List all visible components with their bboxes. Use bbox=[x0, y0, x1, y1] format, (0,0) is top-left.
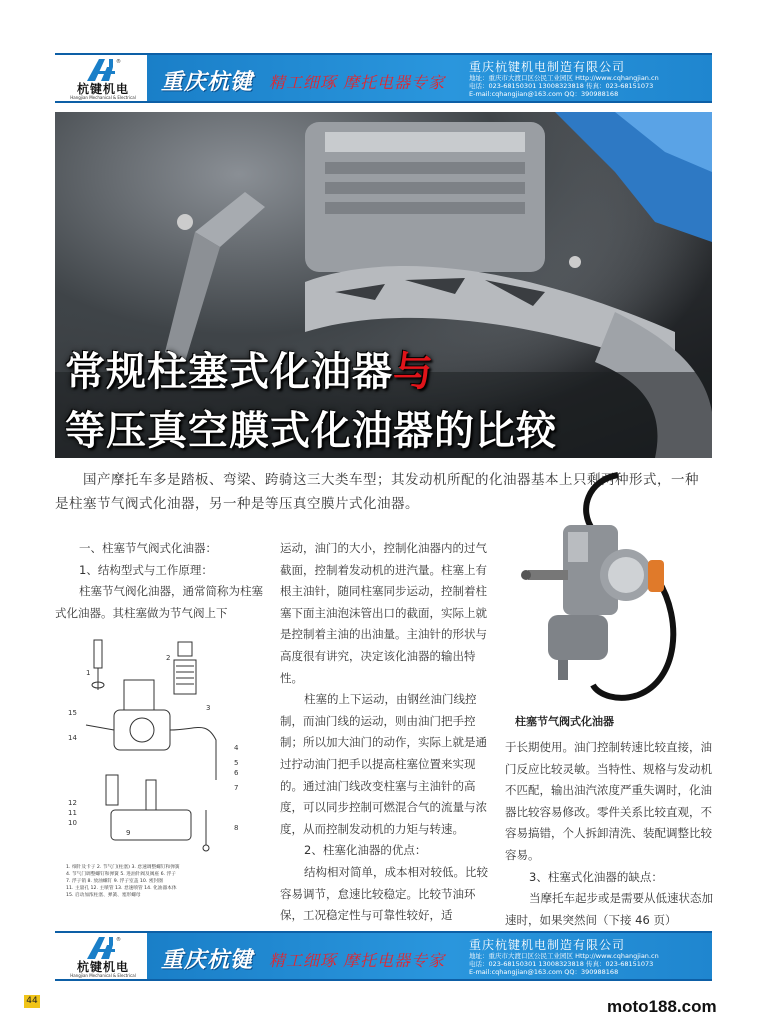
legend-line: 4. 节气门调整螺钉和弹簧 5. 进油针阀及阀座 6. 浮子 bbox=[66, 872, 176, 877]
diagram-legend bbox=[66, 864, 245, 899]
column-2 bbox=[280, 538, 495, 927]
legend-line: 11. 主量孔 12. 主喷管 13. 怠速喷管 14. 化油器本体 bbox=[66, 886, 177, 891]
legend-line: 7. 浮子销 8. 放油螺钉 9. 浮子室盖 10. 密封圈 bbox=[66, 879, 163, 884]
svg-text:14: 14 bbox=[68, 734, 77, 742]
svg-text:®: ® bbox=[116, 937, 121, 943]
body-paragraph: 柱塞节气阀化油器，通常简称为柱塞式化油器。其柱塞做为节气阀上下 bbox=[55, 584, 263, 620]
body-paragraph: 于长期使用。油门控制转速比较直接，油门反应比较灵敏。当特性、规格与发动机不匹配，输出油汽浓度严重失调时，化油器比较容易修改。零件关系比较直观，不容易搞错，个人拆卸清洗、装配调整比较容易。 bbox=[505, 740, 712, 862]
company-contact bbox=[469, 74, 709, 98]
company-name: 重庆杭键机电制造有限公司 bbox=[469, 938, 626, 952]
contact-email: E-mail:cqhangjian@163.com QQ：390988168 bbox=[469, 90, 619, 98]
header-banner bbox=[55, 53, 712, 103]
contact-address: 地址：重庆市大渡口区公民工业园区 Http://www.cqhangjian.cn bbox=[469, 952, 659, 960]
brand-name: 重庆杭键 bbox=[161, 70, 254, 95]
company-logo-icon bbox=[83, 935, 123, 961]
svg-text:2: 2 bbox=[166, 654, 171, 662]
svg-text:8: 8 bbox=[234, 824, 239, 832]
logo-name: 杭键机电 bbox=[76, 960, 129, 974]
body-paragraph: 运动，油门的大小，控制化油器内的过气截面，控制着发动机的进汽量。柱塞上有根主油针，随同柱塞同步运动，控制着柱塞下面主油泡沫管出口的截面，实际上就是控制着主油的出油量。主油针的形状与高度很有讲究，决定该化油器的输出特性。 bbox=[280, 541, 487, 685]
svg-text:5: 5 bbox=[234, 759, 239, 767]
svg-text:7: 7 bbox=[234, 784, 239, 792]
logo-subtitle: Hangjian Mechanical & Electrical bbox=[70, 95, 136, 100]
contact-address: 地址：重庆市大渡口区公民工业园区 Http://www.cqhangjian.cn bbox=[469, 74, 659, 82]
svg-text:3: 3 bbox=[206, 704, 211, 712]
company-name: 重庆杭键机电制造有限公司 bbox=[469, 60, 626, 74]
subsection-heading-2: 2、柱塞化油器的优点： bbox=[304, 843, 427, 858]
photo-caption: 柱塞节气阀式化油器 bbox=[515, 715, 614, 728]
hero-title-part1: 常规柱塞式化油器 bbox=[65, 349, 393, 395]
svg-text:4: 4 bbox=[234, 744, 239, 752]
svg-text:9: 9 bbox=[126, 829, 131, 837]
hero-title-line1 bbox=[65, 340, 434, 397]
hero-title-line2: 等压真空膜式化油器的比较 bbox=[65, 408, 557, 454]
body-paragraph: 当摩托车起步或是需要从低速状态加速时，如果突然间（下接 46 页） bbox=[505, 891, 713, 927]
company-logo bbox=[63, 57, 143, 101]
svg-text:1: 1 bbox=[86, 669, 91, 677]
svg-text:15: 15 bbox=[68, 709, 77, 717]
logo-subtitle: Hangjian Mechanical & Electrical bbox=[70, 973, 136, 978]
exploded-diagram bbox=[66, 630, 245, 921]
svg-text:10: 10 bbox=[68, 819, 77, 827]
contact-email: E-mail:cqhangjian@163.com QQ：390988168 bbox=[469, 968, 619, 976]
footer-banner bbox=[55, 931, 712, 981]
brand-slogan: 精工细琢 摩托电器专家 bbox=[269, 951, 446, 970]
subsection-heading-3: 3、柱塞式化油器的缺点： bbox=[529, 869, 663, 884]
hero-image bbox=[55, 112, 712, 458]
svg-text:11: 11 bbox=[68, 809, 77, 817]
body-paragraph: 结构相对简单，成本相对较低。比较容易调节，怠速比较稳定。比较节油环保，工况稳定性与可靠性较好，适 bbox=[280, 864, 488, 923]
contact-phone: 电话：023-68150301 13008323818 传真：023-68151073 bbox=[469, 960, 654, 968]
column-3 bbox=[505, 737, 717, 931]
brand-slogan: 精工细琢 摩托电器专家 bbox=[269, 73, 446, 92]
intro-paragraph: 国产摩托车多是踏板、弯梁、跨骑这三大类车型；其发动机所配的化油器基本上只剩两种形式，一种是柱塞节气阀式化油器，另一种是等压真空膜片式化油器。 bbox=[55, 472, 699, 512]
legend-line: 15. 启动加浓柱塞、弹簧、塞形螺母 bbox=[66, 893, 141, 898]
column-1 bbox=[55, 538, 265, 624]
svg-text:®: ® bbox=[116, 59, 121, 65]
logo-name: 杭键机电 bbox=[76, 82, 129, 96]
carburetor-diagram bbox=[66, 630, 245, 862]
svg-text:6: 6 bbox=[234, 769, 239, 777]
subsection-heading-1: 1、结构型式与工作原理： bbox=[79, 562, 213, 577]
brand-name: 重庆杭键 bbox=[161, 948, 254, 973]
contact-phone: 电话：023-68150301 13008323818 传真：023-68151073 bbox=[469, 82, 654, 90]
hero-title-connector: 与 bbox=[393, 349, 434, 395]
legend-line: 1. 细针及卡子 2. 节气门(柱塞) 3. 怠速调整螺钉和弹簧 bbox=[66, 865, 180, 870]
body-paragraph: 柱塞的上下运动，由钢丝油门线控制，而油门线的运动，则由油门把手控制；所以加大油门的动作，实际上就是通过拧动油门把手以提高柱塞位置来实现的。通过油门线改变柱塞与主油针的高度，可以同步控制可燃混合气的流量与浓度，从而控制发动机的力矩与转速。 bbox=[280, 692, 487, 836]
company-logo-icon bbox=[83, 57, 123, 83]
section-heading-1: 一、柱塞节气阀式化油器： bbox=[79, 541, 217, 555]
site-watermark[interactable]: moto188.com bbox=[607, 997, 717, 1016]
carburetor-photo bbox=[508, 470, 683, 708]
svg-text:12: 12 bbox=[68, 799, 77, 807]
company-logo bbox=[63, 935, 143, 979]
company-contact bbox=[469, 952, 709, 976]
page-number: 44 bbox=[24, 995, 40, 1008]
